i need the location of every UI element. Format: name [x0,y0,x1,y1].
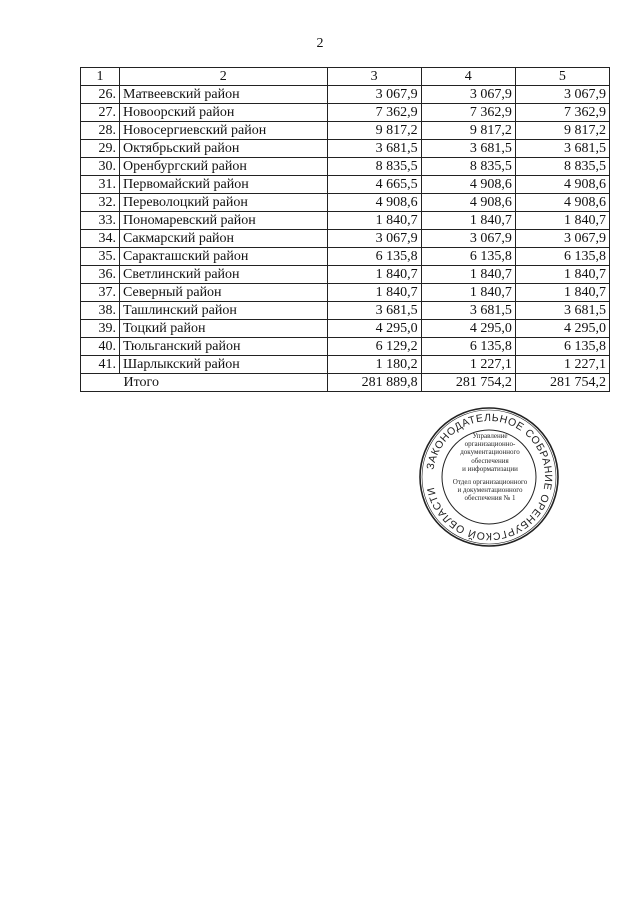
value-col-4: 1 227,1 [421,356,515,374]
row-number: 41. [81,356,120,374]
value-col-4: 3 067,9 [421,86,515,104]
value-col-4: 9 817,2 [421,122,515,140]
row-number: 30. [81,158,120,176]
row-number: 35. [81,248,120,266]
seal-inner-text [440,432,540,503]
value-col-4: 6 135,8 [421,338,515,356]
seal-line: документационного [460,448,520,457]
table-row [81,338,610,356]
value-col-5: 1 840,7 [515,284,609,302]
value-col-4: 3 681,5 [421,140,515,158]
value-col-4: 4 908,6 [421,176,515,194]
value-col-4: 1 840,7 [421,212,515,230]
table-row [81,356,610,374]
value-col-4: 4 295,0 [421,320,515,338]
district-name: Северный район [120,284,328,302]
value-col-4: 7 362,9 [421,104,515,122]
value-col-4: 3 681,5 [421,302,515,320]
value-col-3: 8 835,5 [327,158,421,176]
table-row [81,212,610,230]
value-col-3: 4 908,6 [327,194,421,212]
seal-line: и документационного [457,486,523,495]
district-name: Оренбургский район [120,158,328,176]
table-row [81,176,610,194]
header-cell: 1 [81,68,120,86]
value-col-3: 3 067,9 [327,86,421,104]
value-col-3: 4 665,5 [327,176,421,194]
header-cell: 3 [327,68,421,86]
value-col-4: 4 908,6 [421,194,515,212]
value-col-3: 9 817,2 [327,122,421,140]
seal-line: организационно- [464,440,516,449]
row-number: 37. [81,284,120,302]
row-number: 40. [81,338,120,356]
total-empty-cell [81,374,120,392]
value-col-5: 6 135,8 [515,338,609,356]
value-col-3: 6 135,8 [327,248,421,266]
seal-line: обеспечения [471,456,509,465]
value-col-3: 1 180,2 [327,356,421,374]
seal-ring-text: ЗАКОНОДАТЕЛЬНОЕ СОБРАНИЕ ОРЕНБУРГСКОЙ ОБЛАСТИ [424,411,555,543]
seal-line: и информатизации [462,464,518,473]
table-row [81,230,610,248]
seal-line: Управление [472,432,508,440]
total-col-4: 281 754,2 [421,374,515,392]
value-col-5: 9 817,2 [515,122,609,140]
value-col-5: 7 362,9 [515,104,609,122]
table-row [81,302,610,320]
district-name: Саракташский район [120,248,328,266]
value-col-5: 3 067,9 [515,86,609,104]
header-cell: 2 [120,68,328,86]
district-name: Новосергиевский район [120,122,328,140]
value-col-5: 4 908,6 [515,194,609,212]
value-col-4: 1 840,7 [421,266,515,284]
seal-line: обеспечения № 1 [464,494,516,503]
total-label: Итого [120,374,328,392]
table-row [81,158,610,176]
table-row [81,104,610,122]
district-name: Ташлинский район [120,302,328,320]
value-col-5: 1 227,1 [515,356,609,374]
value-col-5: 4 295,0 [515,320,609,338]
value-col-3: 6 129,2 [327,338,421,356]
table-row [81,284,610,302]
table-row [81,266,610,284]
district-name: Сакмарский район [120,230,328,248]
value-col-5: 6 135,8 [515,248,609,266]
district-name: Шарлыкский район [120,356,328,374]
row-number: 39. [81,320,120,338]
table-row [81,320,610,338]
value-col-5: 1 840,7 [515,212,609,230]
district-name: Октябрьский район [120,140,328,158]
table-row [81,122,610,140]
value-col-3: 3 681,5 [327,302,421,320]
total-row [81,374,610,392]
row-number: 34. [81,230,120,248]
value-col-3: 4 295,0 [327,320,421,338]
value-col-5: 3 681,5 [515,140,609,158]
row-number: 33. [81,212,120,230]
row-number: 29. [81,140,120,158]
value-col-4: 6 135,8 [421,248,515,266]
district-name: Тюльганский район [120,338,328,356]
value-col-3: 1 840,7 [327,212,421,230]
value-col-4: 8 835,5 [421,158,515,176]
total-col-5: 281 754,2 [515,374,609,392]
value-col-3: 3 681,5 [327,140,421,158]
district-name: Тоцкий район [120,320,328,338]
row-number: 28. [81,122,120,140]
district-name: Светлинский район [120,266,328,284]
official-seal [418,406,560,548]
row-number: 27. [81,104,120,122]
value-col-3: 7 362,9 [327,104,421,122]
value-col-5: 1 840,7 [515,266,609,284]
table-row [81,86,610,104]
district-name: Пономаревский район [120,212,328,230]
row-number: 36. [81,266,120,284]
district-name: Первомайский район [120,176,328,194]
table-row [81,248,610,266]
row-number: 26. [81,86,120,104]
seal-line: Отдел организационного [452,478,528,487]
district-budget-table [80,67,610,392]
row-number: 31. [81,176,120,194]
table-row [81,140,610,158]
row-number: 38. [81,302,120,320]
total-col-3: 281 889,8 [327,374,421,392]
district-name: Переволоцкий район [120,194,328,212]
district-name: Новоорский район [120,104,328,122]
table-header-row [81,68,610,86]
value-col-4: 3 067,9 [421,230,515,248]
value-col-5: 3 067,9 [515,230,609,248]
page-number: 2 [316,36,324,51]
district-name: Матвеевский район [120,86,328,104]
value-col-5: 3 681,5 [515,302,609,320]
value-col-5: 4 908,6 [515,176,609,194]
header-cell: 5 [515,68,609,86]
header-cell: 4 [421,68,515,86]
value-col-4: 1 840,7 [421,284,515,302]
value-col-3: 3 067,9 [327,230,421,248]
value-col-3: 1 840,7 [327,284,421,302]
row-number: 32. [81,194,120,212]
value-col-3: 1 840,7 [327,266,421,284]
table-row [81,194,610,212]
value-col-5: 8 835,5 [515,158,609,176]
